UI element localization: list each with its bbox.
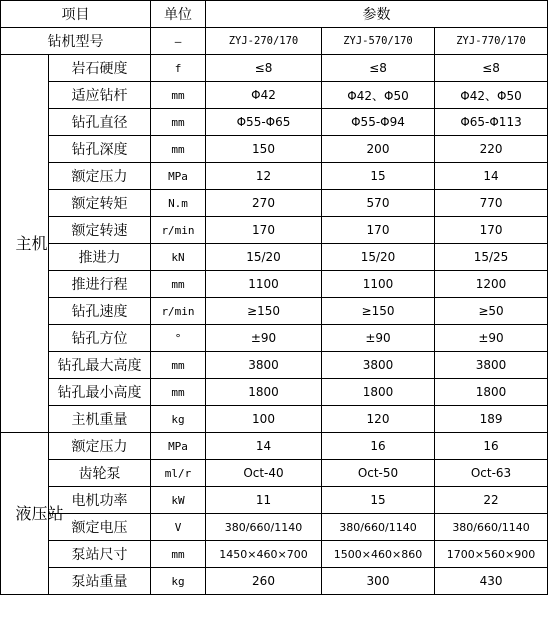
param-value: 100 xyxy=(206,406,322,433)
param-unit: V xyxy=(151,514,206,541)
param-unit: mm xyxy=(151,271,206,298)
param-value: Oct-63 xyxy=(435,460,548,487)
param-value: 1100 xyxy=(206,271,322,298)
param-name: 额定转矩 xyxy=(49,190,151,217)
group-label-text: 主机 xyxy=(15,233,48,253)
param-value: 1700×560×900 xyxy=(435,541,548,568)
param-value: 380/660/1140 xyxy=(322,514,435,541)
group-label-text: 液压站 xyxy=(15,503,64,523)
param-value: 570 xyxy=(322,190,435,217)
param-unit: ml/r xyxy=(151,460,206,487)
param-value: 770 xyxy=(435,190,548,217)
param-value: 260 xyxy=(206,568,322,595)
param-value: ±90 xyxy=(206,325,322,352)
table-row xyxy=(1,325,548,352)
header-row xyxy=(1,1,548,28)
header-item: 项目 xyxy=(1,1,151,28)
table-row xyxy=(1,244,548,271)
param-name: 额定压力 xyxy=(49,433,151,460)
param-value: 380/660/1140 xyxy=(206,514,322,541)
model-label: 钻机型号 xyxy=(1,28,151,55)
param-value: 15/20 xyxy=(206,244,322,271)
param-unit: mm xyxy=(151,379,206,406)
param-unit: r/min xyxy=(151,217,206,244)
param-value: 220 xyxy=(435,136,548,163)
param-value: 15 xyxy=(322,487,435,514)
param-unit: kg xyxy=(151,406,206,433)
group-label xyxy=(1,433,64,595)
param-name: 额定压力 xyxy=(49,163,151,190)
header-unit: 单位 xyxy=(151,1,206,28)
table-row xyxy=(1,352,548,379)
param-value: 16 xyxy=(435,433,548,460)
param-value: Oct-50 xyxy=(322,460,435,487)
param-value: ≤8 xyxy=(206,55,322,82)
param-unit: f xyxy=(151,55,206,82)
param-value: ≤8 xyxy=(435,55,548,82)
param-value: 1800 xyxy=(435,379,548,406)
param-unit: ° xyxy=(151,325,206,352)
param-value: Oct-40 xyxy=(206,460,322,487)
param-value: 3800 xyxy=(435,352,548,379)
param-value: 14 xyxy=(206,433,322,460)
param-name: 主机重量 xyxy=(49,406,151,433)
param-value: 15/25 xyxy=(435,244,548,271)
param-value: 270 xyxy=(206,190,322,217)
param-value: 15 xyxy=(322,163,435,190)
param-value: 1450×460×700 xyxy=(206,541,322,568)
param-unit: MPa xyxy=(151,163,206,190)
param-value: Φ42 xyxy=(206,82,322,109)
model-unit: — xyxy=(151,28,206,55)
param-value: ±90 xyxy=(322,325,435,352)
param-value: 12 xyxy=(206,163,322,190)
param-value: 380/660/1140 xyxy=(435,514,548,541)
model-1: ZYJ-270/170 xyxy=(206,28,322,55)
param-name: 推进行程 xyxy=(49,271,151,298)
param-unit: kW xyxy=(151,487,206,514)
param-value: 430 xyxy=(435,568,548,595)
param-value: Φ65-Φ113 xyxy=(435,109,548,136)
param-value: Φ55-Φ65 xyxy=(206,109,322,136)
group-label xyxy=(1,55,49,433)
param-value: 189 xyxy=(435,406,548,433)
param-value: 170 xyxy=(435,217,548,244)
param-value: 3800 xyxy=(206,352,322,379)
param-value: 22 xyxy=(435,487,548,514)
table-row xyxy=(1,541,548,568)
param-value: 1800 xyxy=(322,379,435,406)
param-value: 170 xyxy=(206,217,322,244)
model-2: ZYJ-570/170 xyxy=(322,28,435,55)
param-name: 钻孔深度 xyxy=(49,136,151,163)
model-row xyxy=(1,28,548,55)
param-value: 15/20 xyxy=(322,244,435,271)
header-params: 参数 xyxy=(206,1,548,28)
param-unit: mm xyxy=(151,82,206,109)
param-unit: mm xyxy=(151,109,206,136)
param-unit: kN xyxy=(151,244,206,271)
param-unit: MPa xyxy=(151,433,206,460)
param-value: 1100 xyxy=(322,271,435,298)
param-value: 150 xyxy=(206,136,322,163)
table-row xyxy=(1,487,548,514)
param-name: 适应钻杆 xyxy=(49,82,151,109)
table-row xyxy=(1,433,548,460)
param-value: ≥50 xyxy=(435,298,548,325)
param-value: 1800 xyxy=(206,379,322,406)
param-unit: kg xyxy=(151,568,206,595)
param-name: 钻孔方位 xyxy=(49,325,151,352)
param-value: 120 xyxy=(322,406,435,433)
table-row xyxy=(1,136,548,163)
table-row xyxy=(1,217,548,244)
param-name: 齿轮泵 xyxy=(49,460,151,487)
param-name: 泵站重量 xyxy=(49,568,151,595)
param-value: ≥150 xyxy=(206,298,322,325)
param-value: Φ42、Φ50 xyxy=(322,82,435,109)
param-name: 泵站尺寸 xyxy=(49,541,151,568)
param-value: Φ42、Φ50 xyxy=(435,82,548,109)
table-row xyxy=(1,271,548,298)
table-row xyxy=(1,163,548,190)
param-name: 钻孔直径 xyxy=(49,109,151,136)
table-row xyxy=(1,568,548,595)
param-value: ±90 xyxy=(435,325,548,352)
param-name: 钻孔最大高度 xyxy=(49,352,151,379)
param-value: 14 xyxy=(435,163,548,190)
param-value: 200 xyxy=(322,136,435,163)
param-value: ≥150 xyxy=(322,298,435,325)
param-unit: N.m xyxy=(151,190,206,217)
param-unit: mm xyxy=(151,136,206,163)
table-row xyxy=(1,406,548,433)
param-value: 170 xyxy=(322,217,435,244)
table-row xyxy=(1,190,548,217)
model-3: ZYJ-770/170 xyxy=(435,28,548,55)
groups-body xyxy=(1,55,548,595)
table-row xyxy=(1,298,548,325)
param-value: Φ55-Φ94 xyxy=(322,109,435,136)
param-value: 11 xyxy=(206,487,322,514)
table-row xyxy=(1,82,548,109)
param-name: 推进力 xyxy=(49,244,151,271)
table-row xyxy=(1,55,548,82)
param-name: 电机功率 xyxy=(49,487,151,514)
param-name: 钻孔速度 xyxy=(49,298,151,325)
param-name: 额定电压 xyxy=(49,514,151,541)
param-name: 钻孔最小高度 xyxy=(49,379,151,406)
param-unit: r/min xyxy=(151,298,206,325)
param-value: 1200 xyxy=(435,271,548,298)
param-value: ≤8 xyxy=(322,55,435,82)
table-row xyxy=(1,379,548,406)
table-row xyxy=(1,109,548,136)
param-name: 额定转速 xyxy=(49,217,151,244)
param-unit: mm xyxy=(151,352,206,379)
param-value: 16 xyxy=(322,433,435,460)
param-unit: mm xyxy=(151,541,206,568)
param-value: 1500×460×860 xyxy=(322,541,435,568)
table-row xyxy=(1,460,548,487)
param-value: 300 xyxy=(322,568,435,595)
param-name: 岩石硬度 xyxy=(49,55,151,82)
param-value: 3800 xyxy=(322,352,435,379)
table-row xyxy=(1,514,548,541)
